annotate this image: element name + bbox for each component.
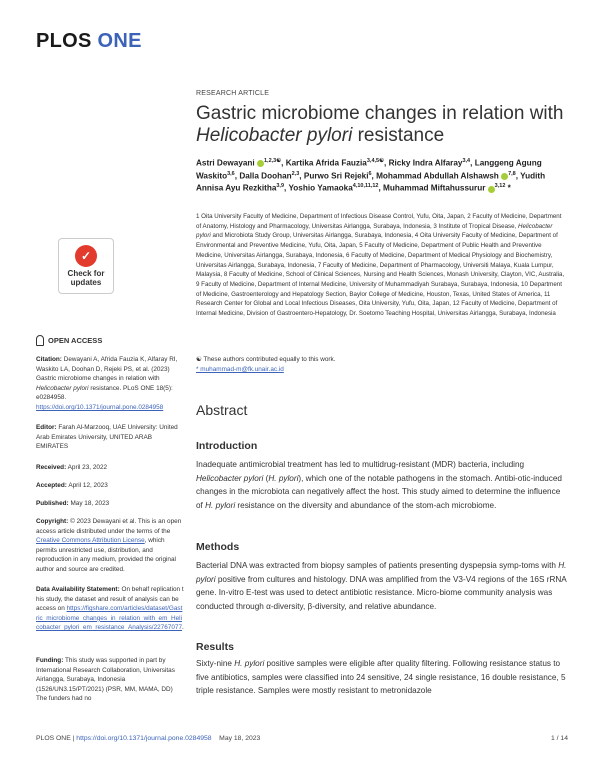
citation-doi-link[interactable]: https://doi.org/10.1371/journal.pone.0284958 bbox=[36, 403, 164, 411]
orcid-icon[interactable] bbox=[488, 186, 495, 193]
author-name[interactable]: Dalla Doohan bbox=[239, 171, 292, 181]
check-for-updates-badge[interactable] bbox=[58, 238, 114, 294]
author-name[interactable]: Ricky Indra Alfaray bbox=[388, 158, 463, 168]
introduction-text: Inadequate antimicrobial treatment has led to multidrug-resistant (MDR) bacteria, including Helicobacter pylori (H. pylori), which one of the notable pathogens in the stomach. Antibi-otic-induced changes in the microbiota can negatively affect the host. This study aimed to determine the influence of H. pylori resistance on the diversity and abundance of the stom-ach microbiome. bbox=[196, 460, 562, 510]
license-link[interactable]: Creative Commons Attribution License bbox=[36, 537, 145, 545]
data-availability: Data Availability Statement: On behalf replication this study, the dataset and result of analysis can be access on https://figshare.com/articles/dataset/Gastric_microbiome_changes_in_relation_with_em_Helicobacter_pylori_em_resistance_Analysis/22767077. bbox=[36, 586, 184, 632]
corresponding-email[interactable]: * muhammad-m@fk.unair.ac.id bbox=[196, 366, 284, 373]
article-type: RESEARCH ARTICLE bbox=[196, 90, 270, 97]
author-affiliation-sup: 4,10,11,12 bbox=[352, 183, 379, 190]
orcid-icon[interactable] bbox=[501, 173, 508, 180]
crossmark-icon: ✓ bbox=[75, 245, 97, 267]
author-affiliation-sup: 6 bbox=[368, 170, 372, 177]
equal-contribution-note: ☯ These authors contributed equally to this work. bbox=[196, 356, 336, 363]
funding: Funding: This study was supported in part by International Research Collaboration, Universitas Airlangga, Surabaya, Indonesia (1526/UN3.15/PT/2021) (PSR, MM, MAMA, DD) The funders had no bbox=[36, 657, 175, 703]
author-name[interactable]: Langgeng Agung Waskito bbox=[196, 158, 542, 181]
author-affiliation-sup: 3,4 bbox=[462, 158, 471, 164]
published-date: Published: May 18, 2023 bbox=[36, 500, 110, 507]
author-name[interactable]: Astri Dewayani bbox=[196, 158, 255, 168]
author-affiliation-sup: 1,2,3☯ bbox=[263, 158, 282, 164]
methods-heading: Methods bbox=[196, 541, 240, 553]
footer-citation: PLOS ONE | https://doi.org/10.1371/journal.pone.0284958 May 18, 2023 bbox=[36, 735, 261, 742]
author-notes bbox=[196, 355, 568, 375]
author-name[interactable]: Muhammad Miftahussurur bbox=[383, 184, 486, 194]
author-list: Astri Dewayani $^{1,2,3☯}$, Kartika Afrida Fauzia$^{3,4,5☯}$, Ricky Indra Alfaray$^{3,4}$, Langgeng Agung Waskito$^{3,6}$, Dalla Doohan$^{2,3}$, Purwo Sri Rejeki$^6$, Mohammad Abdullah Alshawsh $^{7,8}$, Yudith Annisa Ayu Rezkitha$^{3,9}$, Yoshio Yamaoka$^{4,10,11,12}$, Muhammad Miftahussurur $^{3,12}$ * bbox=[196, 158, 546, 194]
logo-one: ONE bbox=[97, 30, 142, 52]
introduction-heading: Introduction bbox=[196, 440, 258, 452]
author-affiliation-sup: 3,12 bbox=[494, 183, 506, 190]
check-for-updates-label: Check for updates bbox=[67, 269, 105, 287]
citation: Citation: Dewayani A, Afrida Fauzia K, Alfaray RI, Waskito LA, Doohan D, Rejeki PS, et al. (2023) Gastric microbiome changes in relation with Helicobacter pylori resistance. PLoS ONE 18(5): e0284958. https://doi.org/10.1371/journal.pone.0284958 bbox=[36, 356, 178, 411]
methods-text: Bacterial DNA was extracted from biopsy samples of patients presenting dyspepsia symp-toms with H. pylori positive from cultures and histology. DNA was amplified from the V3-V4 regions of the 16S rRNA gene. In-vitro E-test was used to detect antibiotic resistance. Micro-biome community analysis was conducted through α-diversity, β-diversity, and relative abundance. bbox=[196, 561, 567, 611]
accepted-date: Accepted: April 12, 2023 bbox=[36, 482, 108, 489]
author-name[interactable]: Mohammad Abdullah Alshawsh bbox=[376, 171, 499, 181]
dataset-link[interactable]: https://figshare.com/articles/dataset/Gastric_microbiome_changes_in_relation_with_em_Helicobacter_pylori_em_resistance_Analysis/22767077 bbox=[36, 605, 183, 632]
open-access: OPEN ACCESS bbox=[36, 335, 102, 346]
results-heading: Results bbox=[196, 641, 234, 653]
author-name[interactable]: Yudith Annisa Ayu Rezkitha bbox=[196, 171, 546, 194]
journal-logo[interactable] bbox=[36, 30, 142, 53]
copyright: Copyright: © 2023 Dewayani et al. This is an open access article distributed under the terms of the Creative Commons Attribution License, which permits unrestricted use, distribution, and reproduction in any medium, provided the original author and source are credited. bbox=[36, 518, 182, 573]
author-affiliation-sup: 3,6 bbox=[227, 170, 235, 177]
author-name[interactable]: Kartika Afrida Fauzia bbox=[285, 158, 367, 168]
received-date: Received: April 23, 2022 bbox=[36, 464, 108, 471]
author-name[interactable]: Purwo Sri Rejeki bbox=[303, 171, 369, 181]
footer-doi-link[interactable]: https://doi.org/10.1371/journal.pone.0284958 bbox=[76, 735, 212, 742]
article-title: Gastric microbiome changes in relation with Helicobacter pylori resistance bbox=[196, 103, 564, 146]
orcid-icon[interactable] bbox=[257, 160, 264, 167]
open-lock-icon bbox=[36, 335, 44, 346]
abstract-heading: Abstract bbox=[196, 402, 248, 418]
author-affiliation-sup: 3,9 bbox=[276, 183, 285, 190]
author-affiliation-sup: 7,8 bbox=[508, 170, 516, 177]
page-number: 1 / 14 bbox=[550, 735, 568, 742]
results-text: Sixty-nine H. pylori positive samples were eligible after quality filtering. Following resistance status to five antibiotics, samples were classified into 24 sensitive, 24 single resistance, 16 double resistance, 5 triple resistance. Samples were mostly resistant to metronidazole bbox=[196, 659, 566, 695]
logo-plos: PLOS bbox=[36, 30, 92, 52]
editor: Editor: Farah Al-Marzooq, UAE University: United Arab Emirates University, UNITED ARAB EMIRATES bbox=[36, 424, 178, 451]
author-affiliation-sup: 3,4,5☯ bbox=[366, 158, 385, 164]
author-name[interactable]: Yoshio Yamaoka bbox=[288, 184, 353, 194]
page-footer bbox=[36, 735, 568, 742]
author-affiliation-sup: 2,3 bbox=[291, 170, 300, 177]
affiliations: 1 Oita University Faculty of Medicine, Department of Infectious Disease Control, Yufu, Oita, Japan, 2 Faculty of Medicine, Department of Anatomy, Histology and Pharmacology, Universitas Airlangga, Surabaya, Indonesia, 3 Institute of Tropical Disease, Helicobacter pylori and Microbiota Study Group, Universitas Airlangga, Surabaya, Indonesia, 4 Oita University Faculty of Medicine, Department of Environmental and Preventive Medicine, Yufu, Oita, Japan, 5 Faculty of Medicine, Department of Public Health and Preventive Medicine, Universitas Airlangga, Surabaya, Indonesia, 6 Faculty of Medicine, Department of Medical Physiology and Biochemistry, Universitas Airlangga, Surabaya, Indonesia, 7 Faculty of Medicine, Department of Pharmacology, Universiti Malaya, Kuala Lumpur, Malaysia, 8 Faculty of Medicine, School of Clinical Sciences, Nursing and Health Sciences, Monash University, Clayton, VIC, Australia, 9 Faculty of Medicine, Department of Internal Medicine, University of Muhammadiyah Surabaya, Surabaya, Indonesia, 10 Department of Medicine, Gastroenterology and Hepatology Section, Baylor College of Medicine, Houston, Texas, United States of America, 11 Research Center for Global and Local Infectious Diseases, Oita University, Yufu, Oita, Japan, 12 Faculty of Medicine, Department of Internal Medicine, Division of Gastroentero-Hepatology, Dr. Soetomo Teaching Hospital, Universitas Airlangga, Surabaya, Indonesia bbox=[196, 213, 565, 318]
